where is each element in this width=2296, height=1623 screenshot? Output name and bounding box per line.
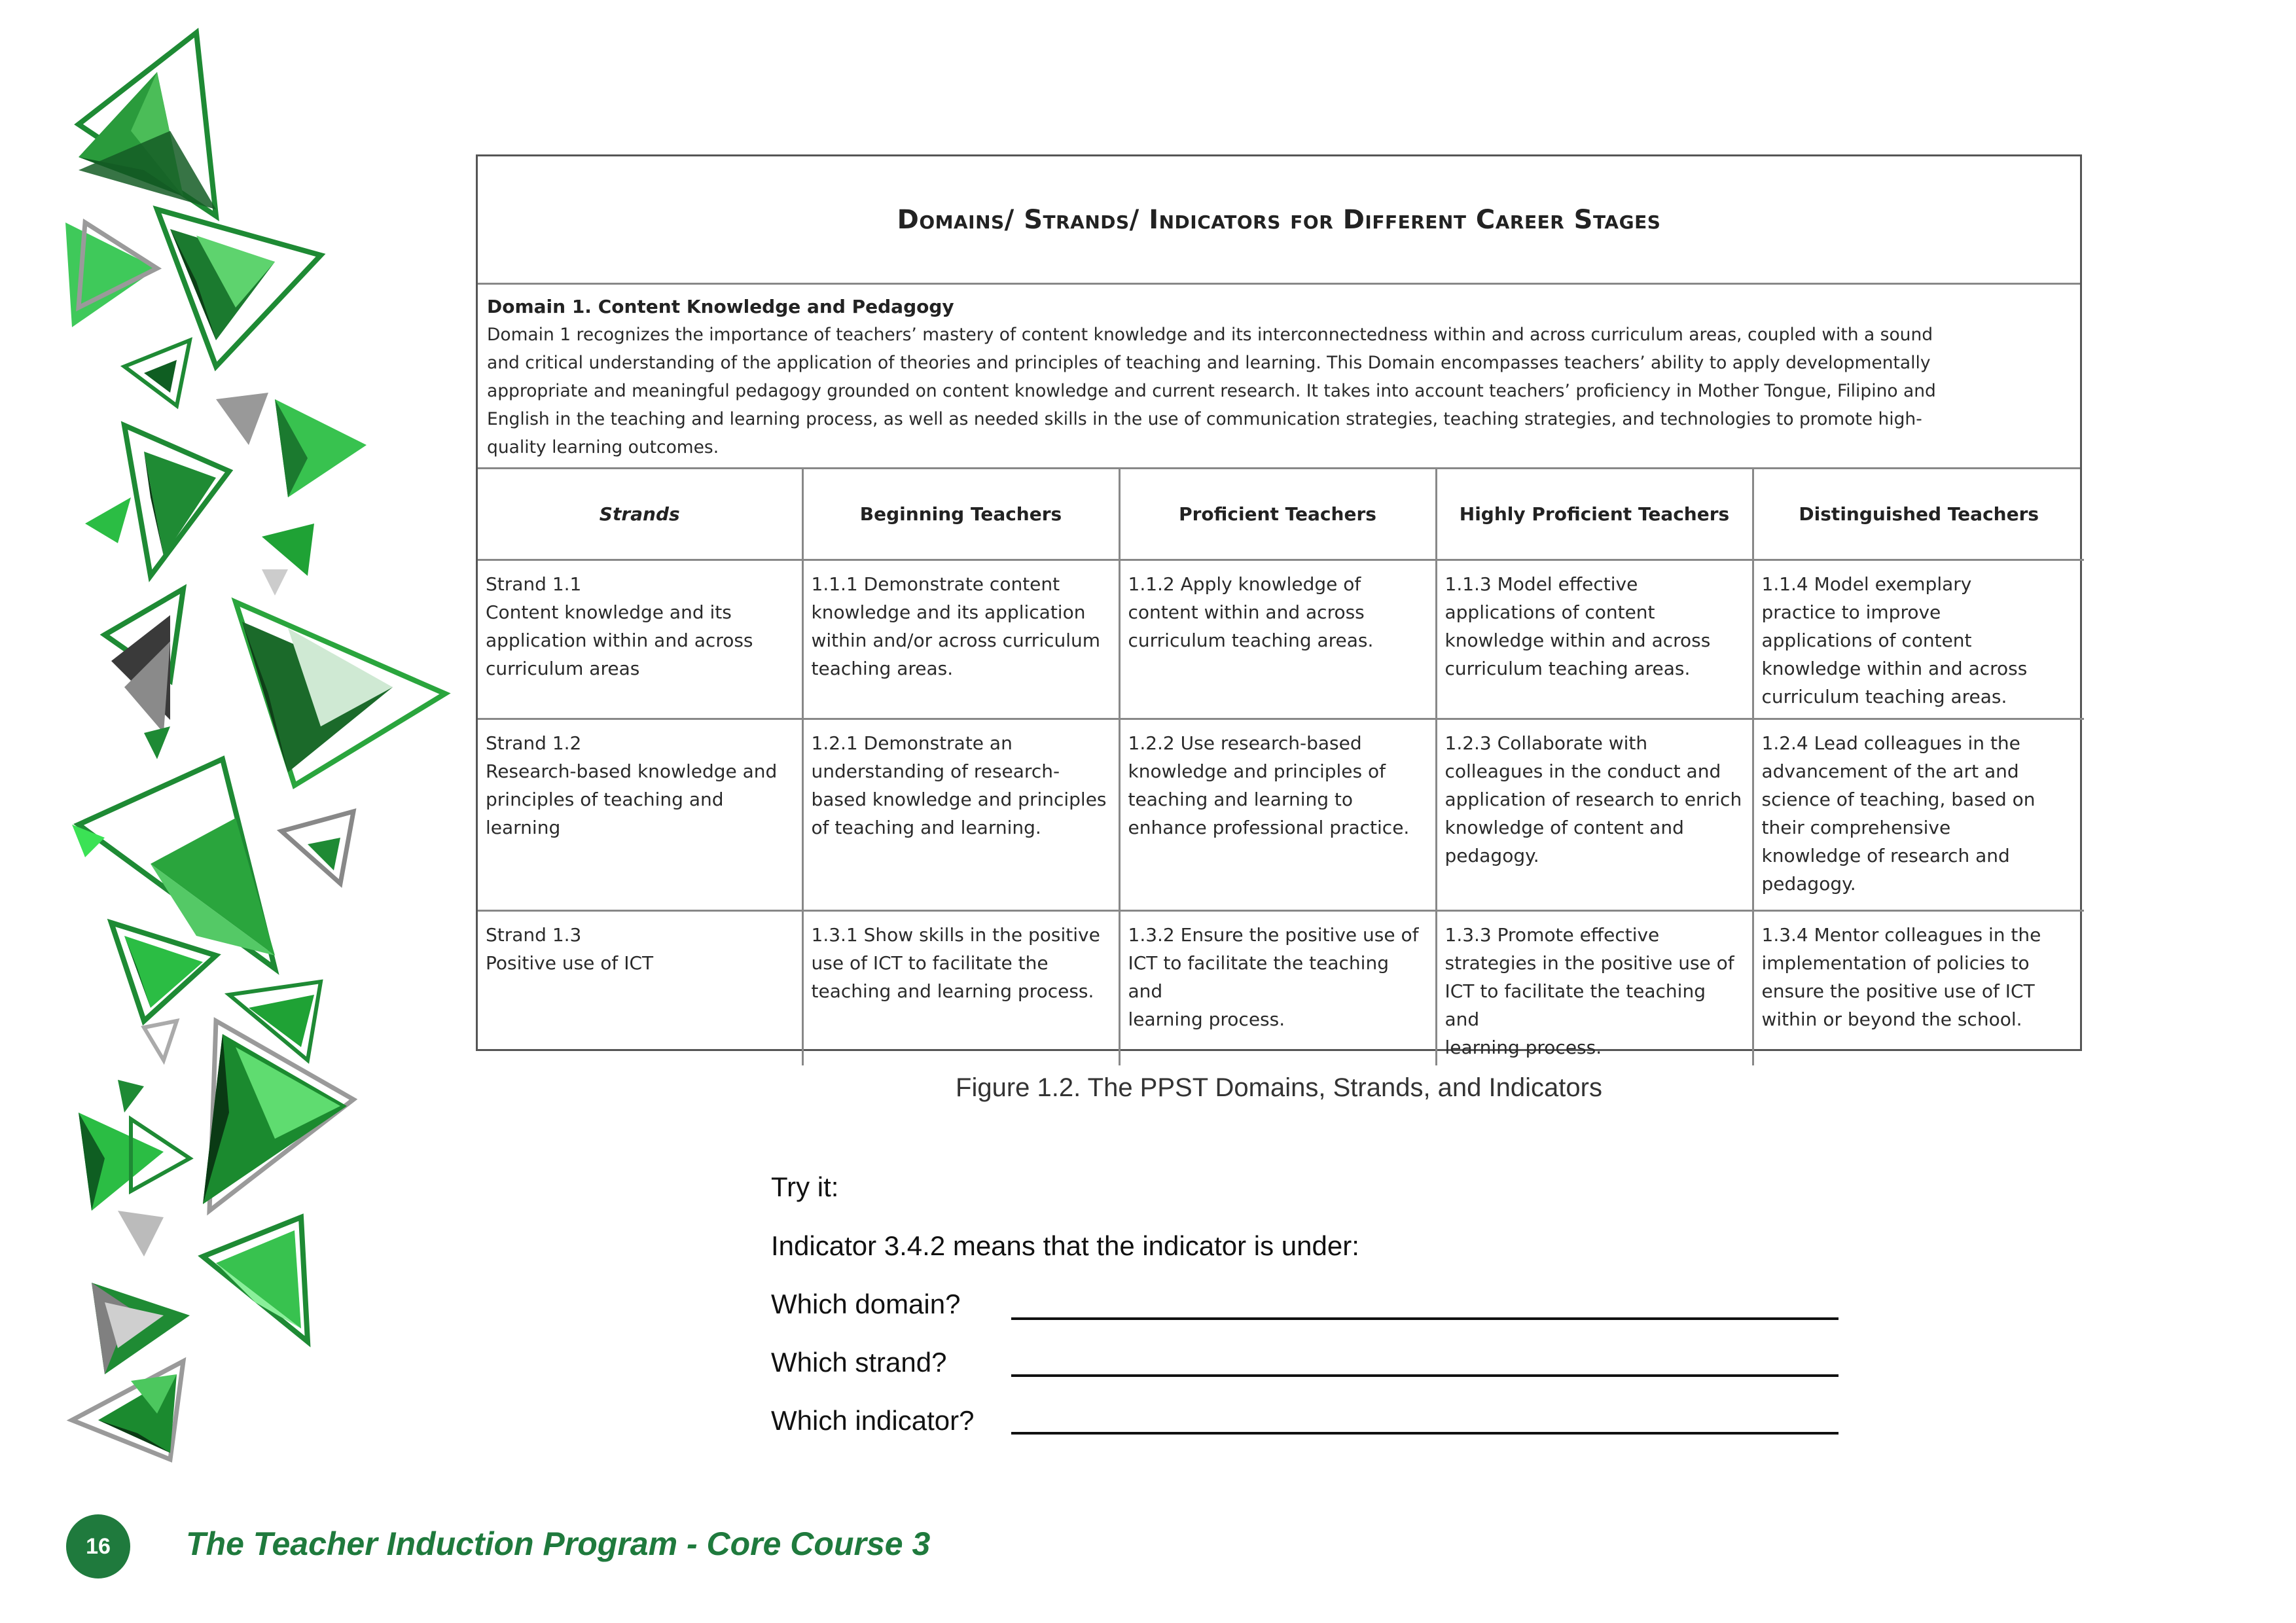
cell-line: 1.1.2 Apply knowledge of — [1128, 573, 1361, 595]
header-distinguished-teachers: Distinguished Teachers — [1753, 469, 2084, 560]
answer-line-strand[interactable] — [1011, 1374, 1839, 1377]
indicator-cell — [1753, 911, 2084, 1066]
cell-line: their comprehensive — [1761, 817, 1951, 838]
domain-description-block — [478, 283, 2080, 469]
table-row — [478, 560, 2084, 719]
cell-line: 1.3.2 Ensure the positive use of — [1128, 924, 1419, 946]
page-number-badge — [66, 1514, 130, 1578]
cell-line: use of ICT to facilitate the — [811, 952, 1049, 974]
cell-line: applications of content — [1444, 601, 1655, 623]
indicator-cell — [1119, 719, 1436, 911]
cell-line: principles of teaching and — [486, 789, 724, 810]
cell-line: knowledge and principles of — [1128, 760, 1386, 782]
cell-line: 1.1.4 Model exemplary — [1761, 573, 1972, 595]
header-strands: Strands — [478, 469, 802, 560]
indicator-cell — [802, 911, 1119, 1066]
figure-title-row — [478, 156, 2080, 285]
cell-line: advancement of the art and — [1761, 760, 2019, 782]
decorative-triangle-border — [0, 0, 458, 1623]
ppst-table-figure — [476, 154, 2082, 1058]
cell-line: of teaching and learning. — [811, 817, 1041, 838]
triangle-pattern — [65, 33, 445, 1459]
answer-line-indicator[interactable] — [1011, 1432, 1839, 1435]
header-beginning-teachers: Beginning Teachers — [802, 469, 1119, 560]
domain-desc-line: quality learning outcomes. — [487, 437, 719, 457]
cell-line: Strand 1.2 — [486, 732, 582, 754]
domain-heading: Domain 1. Content Knowledge and Pedagogy — [487, 296, 954, 317]
table-row — [478, 911, 2084, 1066]
cell-line: learning — [486, 817, 561, 838]
indicator-cell — [1119, 560, 1436, 719]
table-header-row — [478, 469, 2084, 560]
exercise-prompt: Indicator 3.4.2 means that the indicator is under: — [771, 1230, 1359, 1261]
indicator-cell — [1436, 560, 1753, 719]
cell-line: 1.3.4 Mentor colleagues in the — [1761, 924, 2041, 946]
cell-line: knowledge within and across — [1444, 630, 1711, 651]
cell-line: teaching areas. — [811, 658, 954, 679]
cell-line: curriculum areas — [486, 658, 640, 679]
cell-line: 1.1.3 Model effective — [1444, 573, 1638, 595]
strand-cell — [478, 560, 802, 719]
figure-title: Domains/ Strands/ Indicators for Different Career Stages — [897, 204, 1661, 235]
cell-line: colleagues in the conduct and — [1444, 760, 1721, 782]
header-highly-proficient-teachers: Highly Proficient Teachers — [1436, 469, 1753, 560]
domain-description — [487, 321, 2071, 461]
domain-desc-line: English in the teaching and learning process, as well as needed skills in the use of communication strategies, teaching strategies, and technologies to promote high- — [487, 409, 1922, 429]
cell-line: application within and across — [486, 630, 753, 651]
cell-line: ICT to facilitate the teaching and — [1444, 980, 1706, 1030]
answer-line-domain[interactable] — [1011, 1317, 1839, 1320]
cell-line: understanding of research- — [811, 760, 1060, 782]
cell-line: knowledge within and across — [1761, 658, 2028, 679]
indicators-table — [478, 469, 2084, 1065]
cell-line: learning process. — [1444, 1037, 1602, 1058]
cell-line: learning process. — [1128, 1008, 1285, 1030]
indicator-cell — [1753, 719, 2084, 911]
cell-line: based knowledge and principles — [811, 789, 1107, 810]
cell-line: content within and across — [1128, 601, 1365, 623]
question-domain-label: Which domain? — [771, 1289, 961, 1319]
question-indicator-label: Which indicator? — [771, 1405, 975, 1436]
exercise-heading: Try it: — [771, 1171, 839, 1202]
cell-line: 1.2.1 Demonstrate an — [811, 732, 1013, 754]
cell-line: 1.2.4 Lead colleagues in the — [1761, 732, 2020, 754]
cell-line: Research-based knowledge and — [486, 760, 778, 782]
strand-cell — [478, 719, 802, 911]
cell-line: curriculum teaching areas. — [1761, 686, 2007, 707]
cell-line: knowledge of research and — [1761, 845, 2010, 866]
cell-line: enhance professional practice. — [1128, 817, 1410, 838]
cell-line: application of research to enrich — [1444, 789, 1742, 810]
cell-line: teaching and learning process. — [811, 980, 1094, 1002]
cell-line: Content knowledge and its — [486, 601, 732, 623]
indicator-cell — [802, 719, 1119, 911]
domain-desc-line: appropriate and meaningful pedagogy grounded on content knowledge and current research. It takes into account teachers’ proficiency in Mother Tongue, Filipino and — [487, 381, 1936, 401]
cell-line: 1.2.3 Collaborate with — [1444, 732, 1648, 754]
cell-line: Strand 1.1 — [486, 573, 582, 595]
footer-course-title: The Teacher Induction Program - Core Course 3 — [186, 1525, 931, 1562]
cell-line: pedagogy. — [1761, 873, 1856, 895]
cell-line: 1.3.1 Show skills in the positive — [811, 924, 1100, 946]
cell-line: knowledge and its application — [811, 601, 1086, 623]
indicator-cell — [1436, 911, 1753, 1066]
cell-line: Positive use of ICT — [486, 952, 654, 974]
table-row — [478, 719, 2084, 911]
cell-line: 1.2.2 Use research-based — [1128, 732, 1362, 754]
figure-caption: Figure 1.2. The PPST Domains, Strands, and Indicators — [956, 1073, 1602, 1102]
cell-line: curriculum teaching areas. — [1444, 658, 1691, 679]
cell-line: strategies in the positive use of — [1444, 952, 1734, 974]
domain-desc-line: and critical understanding of the application of theories and principles of teaching and learning. This Domain encompasses teachers’ ability to apply developmentally — [487, 353, 1931, 373]
cell-line: teaching and learning to — [1128, 789, 1354, 810]
cell-line: within or beyond the school. — [1761, 1008, 2022, 1030]
cell-line: practice to improve — [1761, 601, 1941, 623]
strand-cell — [478, 911, 802, 1066]
cell-line: ensure the positive use of ICT — [1761, 980, 2035, 1002]
cell-line: curriculum teaching areas. — [1128, 630, 1374, 651]
cell-line: implementation of policies to — [1761, 952, 2030, 974]
domain-desc-line: Domain 1 recognizes the importance of teachers’ mastery of content knowledge and its interconnectedness within and across curriculum areas, coupled with a sound — [487, 325, 1933, 345]
header-proficient-teachers: Proficient Teachers — [1119, 469, 1436, 560]
cell-line: pedagogy. — [1444, 845, 1539, 866]
cell-line: science of teaching, based on — [1761, 789, 2036, 810]
cell-line: ICT to facilitate the teaching and — [1128, 952, 1389, 1002]
cell-line: 1.1.1 Demonstrate content — [811, 573, 1060, 595]
indicator-cell — [802, 560, 1119, 719]
indicator-cell — [1753, 560, 2084, 719]
cell-line: knowledge of content and — [1444, 817, 1684, 838]
cell-line: Strand 1.3 — [486, 924, 582, 946]
indicator-cell — [1436, 719, 1753, 911]
cell-line: applications of content — [1761, 630, 1972, 651]
cell-line: within and/or across curriculum — [811, 630, 1101, 651]
question-strand-label: Which strand? — [771, 1347, 947, 1378]
page-number: 16 — [86, 1533, 111, 1559]
indicator-cell — [1119, 911, 1436, 1066]
cell-line: 1.3.3 Promote effective — [1444, 924, 1660, 946]
